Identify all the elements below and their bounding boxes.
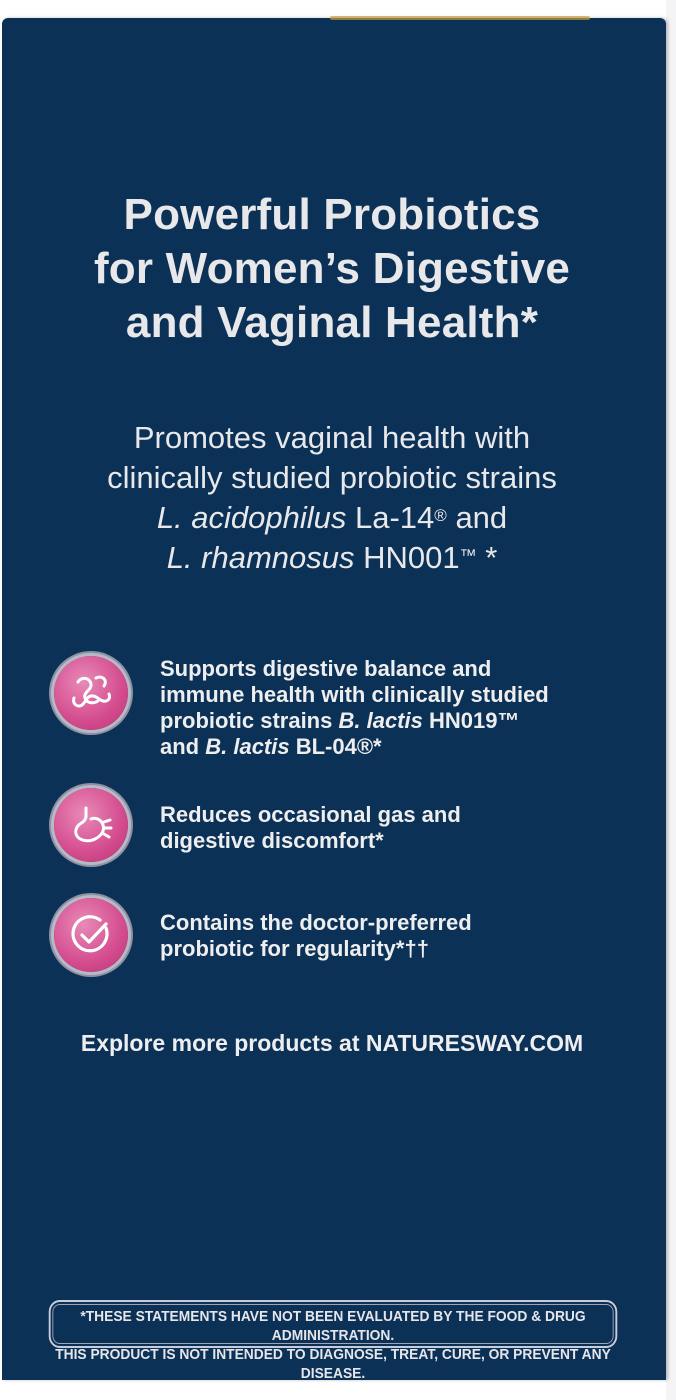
headline-line: Powerful Probiotics	[123, 190, 541, 239]
strain-code: La-14	[346, 500, 435, 535]
disclaimer-line: *THESE STATEMENTS HAVE NOT BEEN EVALUATED BY THE FOOD & DRUG ADMINISTRATION.	[80, 1308, 586, 1344]
checkmark-circle-icon	[54, 898, 128, 972]
feature-line: probiotic for regularity*††	[160, 936, 429, 961]
feature-text-part: probiotic strains	[160, 708, 339, 733]
strain-name: L. acidophilus	[156, 500, 347, 535]
feature-line: Contains the doctor-preferred	[160, 910, 472, 935]
fda-disclaimer	[49, 1300, 618, 1382]
feature-item	[54, 898, 654, 972]
explore-line	[0, 1030, 664, 1057]
packaging-edge	[330, 16, 590, 20]
registered-mark: ®	[434, 506, 447, 525]
headline-line: and Vaginal Health*	[125, 298, 539, 347]
subheadline	[0, 418, 664, 578]
feature-text-part: BL-04®*	[289, 734, 382, 759]
feature-line: immune health with clinically studied	[160, 682, 549, 707]
strain-name: L. rhamnosus	[166, 540, 355, 575]
subhead-line	[0, 538, 664, 578]
feature-text-part: and	[160, 734, 206, 759]
subhead-line: Promotes vaginal health with	[133, 420, 531, 455]
feature-text	[160, 898, 630, 962]
feature-line	[160, 708, 630, 734]
feature-text	[160, 656, 630, 760]
strain-name: B. lactis	[205, 734, 290, 759]
feature-text-part: HN019™	[422, 708, 520, 733]
subhead-text: *	[476, 540, 498, 575]
feature-line: Reduces occasional gas and	[160, 802, 461, 827]
probiotic-strains-icon	[54, 656, 128, 730]
subhead-line: clinically studied probiotic strains	[107, 460, 557, 495]
headline	[0, 188, 664, 350]
feature-line: digestive discomfort*	[160, 828, 384, 853]
stomach-icon	[54, 788, 128, 862]
trademark-mark: ™	[459, 546, 477, 565]
explore-text: Explore more products at	[80, 1030, 366, 1056]
feature-text	[160, 788, 630, 854]
feature-item	[54, 656, 654, 760]
subhead-line	[0, 498, 664, 538]
strain-name: B. lactis	[338, 708, 423, 733]
disclaimer-line: THIS PRODUCT IS NOT INTENDED TO DIAGNOSE, TREAT, CURE, OR PREVENT ANY DISEASE.	[55, 1346, 611, 1382]
background-edge	[666, 0, 676, 1400]
subhead-text: and	[446, 500, 508, 535]
strain-code: HN001	[354, 540, 460, 575]
feature-item	[54, 788, 654, 862]
feature-line: Supports digestive balance and	[160, 656, 492, 681]
feature-line	[160, 734, 630, 760]
website-url: NATURESWAY.COM	[365, 1030, 584, 1056]
headline-line: for Women’s Digestive	[93, 244, 571, 293]
